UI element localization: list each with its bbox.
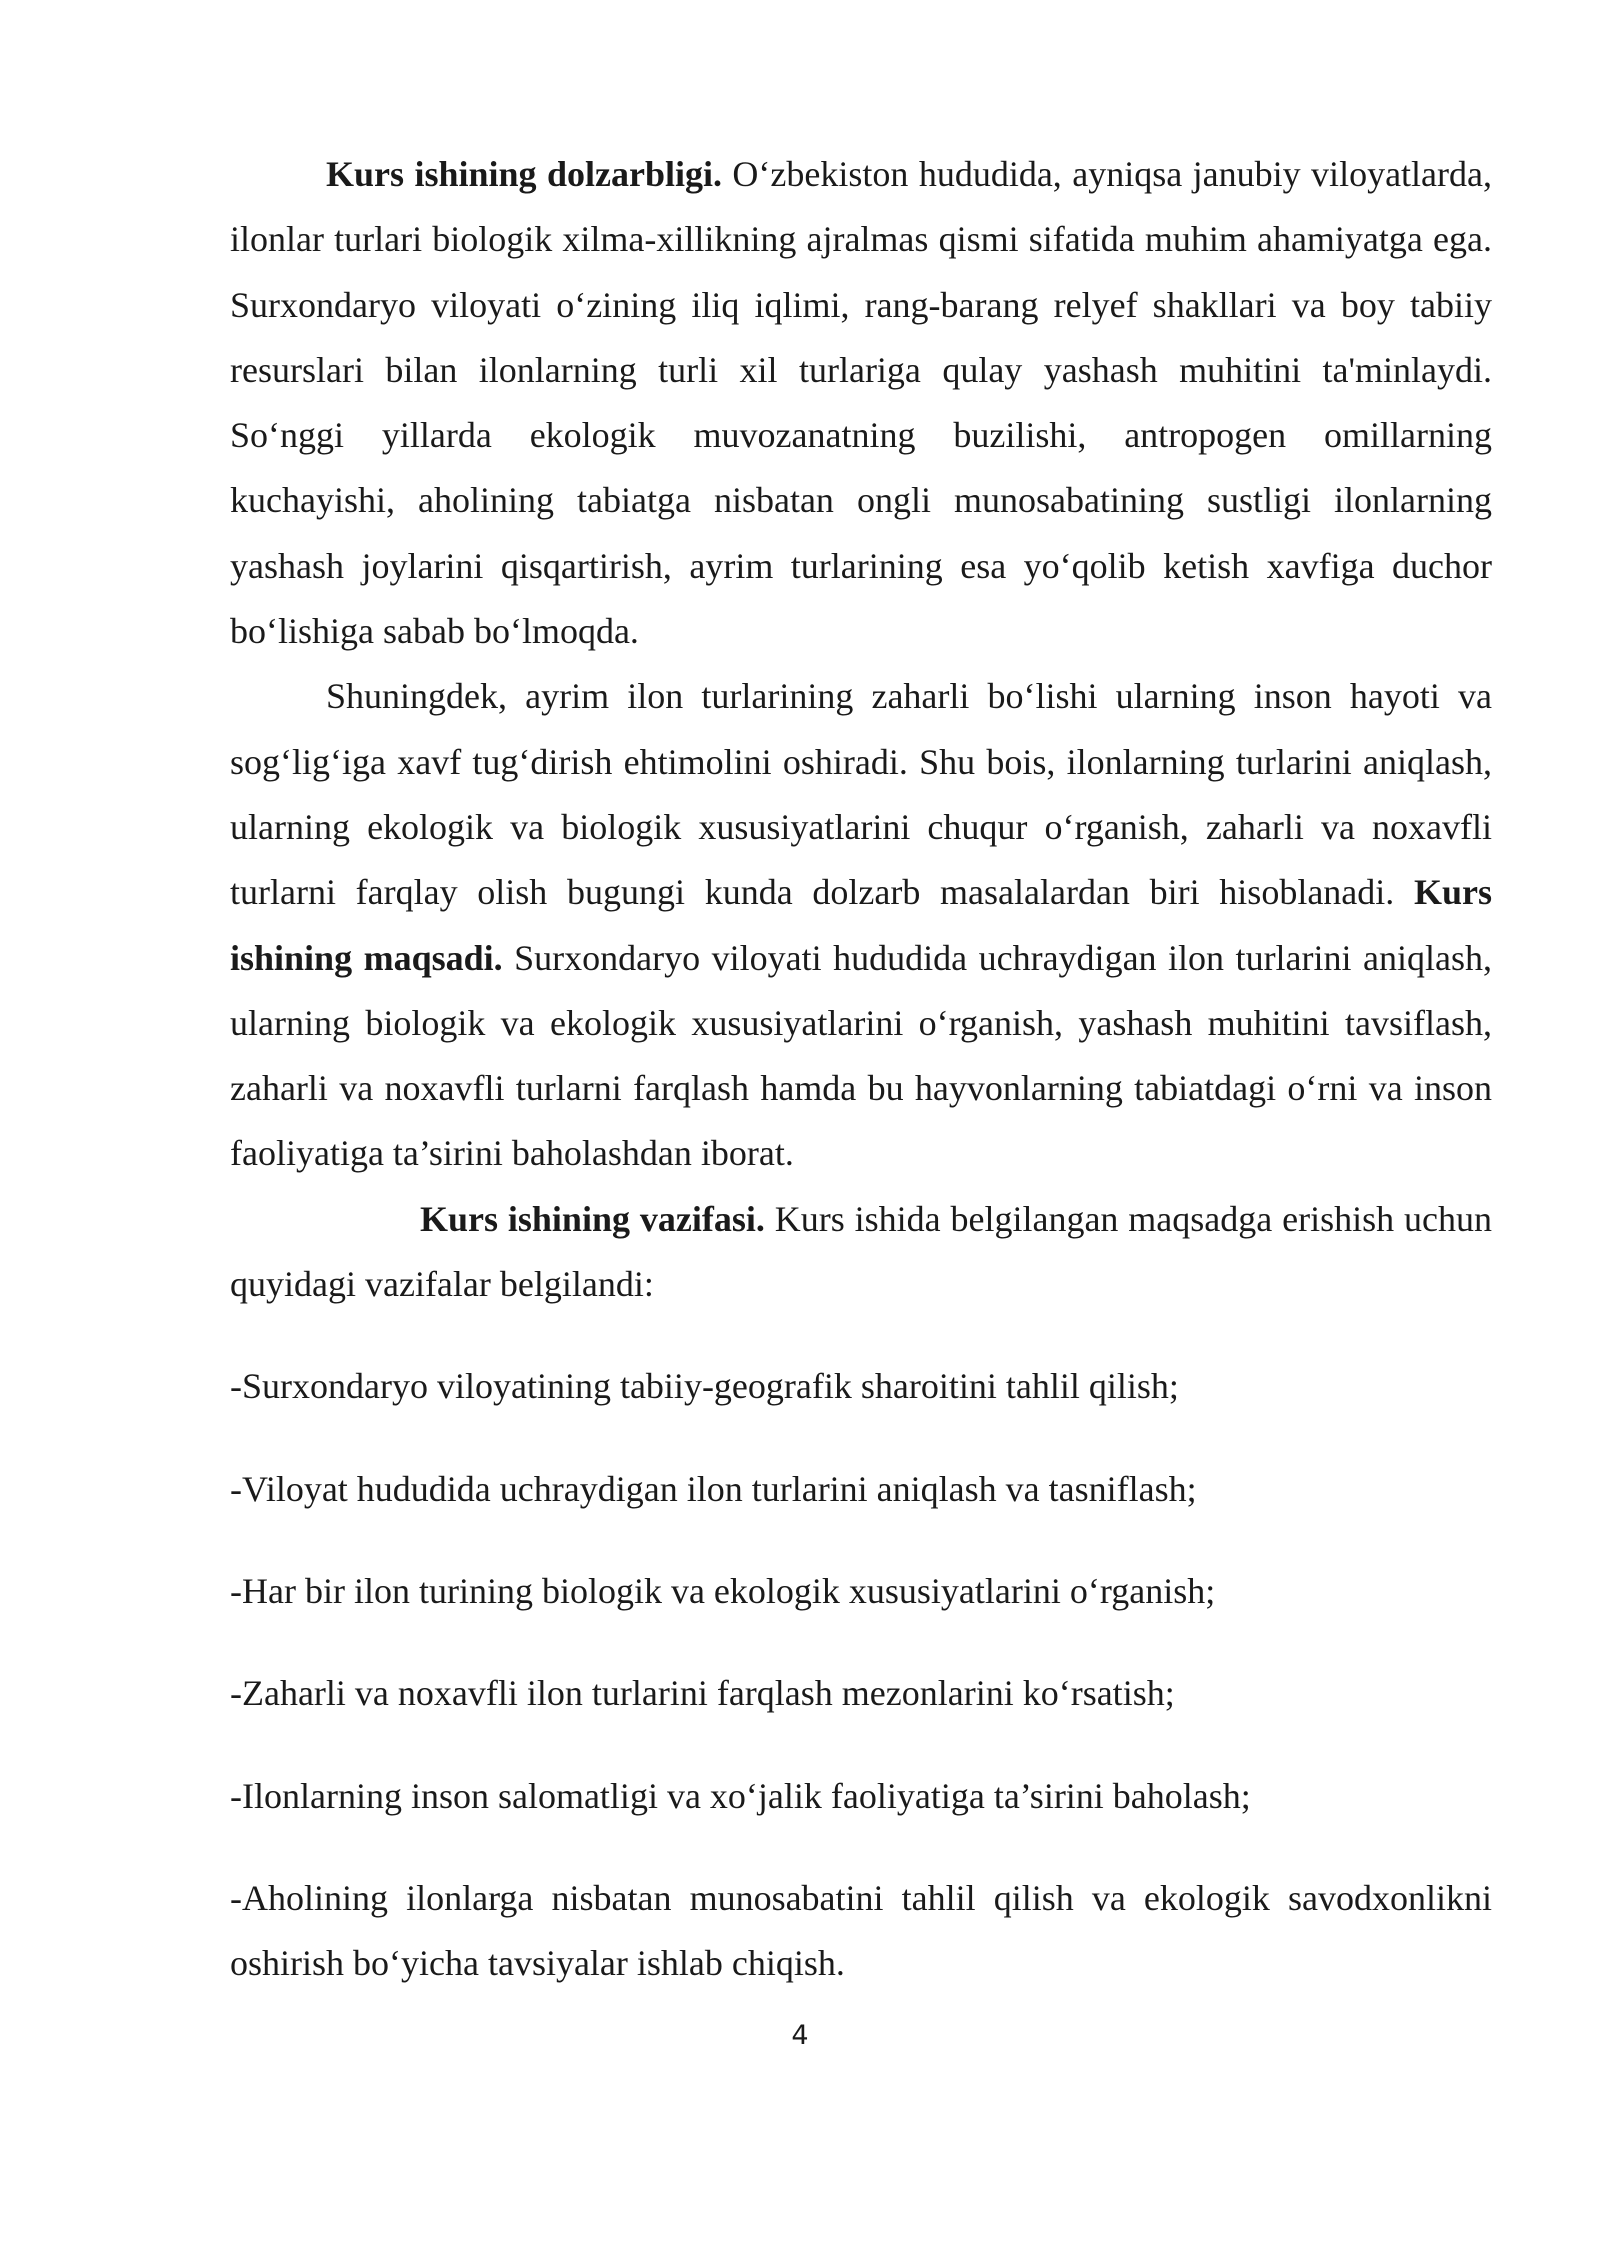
- page-number: 4: [791, 2020, 809, 2051]
- paragraph-purpose-text: Surxondaryo viloyati hududida uchraydigan ilon turlarini aniqlash, ularning biologik va ekologik xususiyatlarini o‘rganish, yashash muhitini tavsiflash, zaharli va noxavfli turlarni farqlash hamda bu hayvonlarning tabiatdagi o‘rni va inson faoliyatiga ta’sirini baholashdan iborat.: [230, 937, 1493, 1174]
- heading-tasks: Kurs ishining vazifasi.: [420, 1198, 765, 1239]
- list-item: -Viloyat hududida uchraydigan ilon turlarini aniqlash va tasniflash;: [230, 1468, 1197, 1509]
- heading-purpose: Kurs ishining maqsadi.: [230, 872, 1492, 978]
- list-item: -Zaharli va noxavfli ilon turlarini farqlash mezonlarini ko‘rsatish;: [230, 1673, 1175, 1714]
- paragraph-purpose: [230, 664, 1492, 1186]
- heading-relevance: Kurs ishining dolzarbligi.: [326, 154, 722, 194]
- paragraph-tasks-text: Kurs ishida belgilangan maqsadga erishish uchun quyidagi vazifalar belgilandi:: [230, 1198, 1492, 1305]
- paragraph-relevance-text: O‘zbekiston hududida, ayniqsa janubiy viloyatlarda, ilonlar turlari biologik xilma-xillikning ajralmas qismi sifatida muhim ahamiyatga ega. Surxondaryo viloyati o‘zining iliq iqlimi, rang-barang relyef shakllari va boy tabiiy resurslari bilan ilonlarning turli xil turlariga qulay yashash muhitini ta'minlaydi. So‘nggi yillarda ekologik muvozanatning buzilishi, antropogen omillarning kuchayishi, aholining tabiatga nisbatan ongli munosabatining sustligi ilonlarning yashash joylarini qisqartirish, ayrim turlarining esa yo‘qolib ketish xavfiga duchor bo‘lishiga sabab bo‘lmoqda.: [230, 154, 1492, 652]
- paragraph-tasks: [230, 1187, 1492, 1318]
- list-item: -Har bir ilon turining biologik va ekologik xususiyatlarini o‘rganish;: [230, 1570, 1216, 1611]
- list-item: -Ilonlarning inson salomatligi va xo‘jalik faoliyatiga ta’sirini baholash;: [230, 1775, 1251, 1816]
- document-body: [230, 142, 1492, 1996]
- list-item: -Aholining ilonlarga nisbatan munosabatini tahlil qilish va ekologik savodxonlikni oshirish bo‘yicha tavsiyalar ishlab chiqish.: [230, 1877, 1492, 1984]
- list-item: -Surxondaryo viloyatining tabiiy-geografik sharoitini tahlil qilish;: [230, 1366, 1179, 1407]
- paragraph-relevance: [230, 142, 1492, 664]
- paragraph-purpose-intro: Shuningdek, ayrim ilon turlarining zaharli bo‘lishi ularning inson hayoti va sog‘lig‘iga xavf tug‘dirish ehtimolini oshiradi. Shu bois, ilonlarning turlarini aniqlash, ularning ekologik va biologik xususiyatlarini chuqur o‘rganish, zaharli va noxavfli turlarni farqlay olish bugungi kunda dolzarb masalalardan biri hisoblanadi.: [230, 676, 1492, 913]
